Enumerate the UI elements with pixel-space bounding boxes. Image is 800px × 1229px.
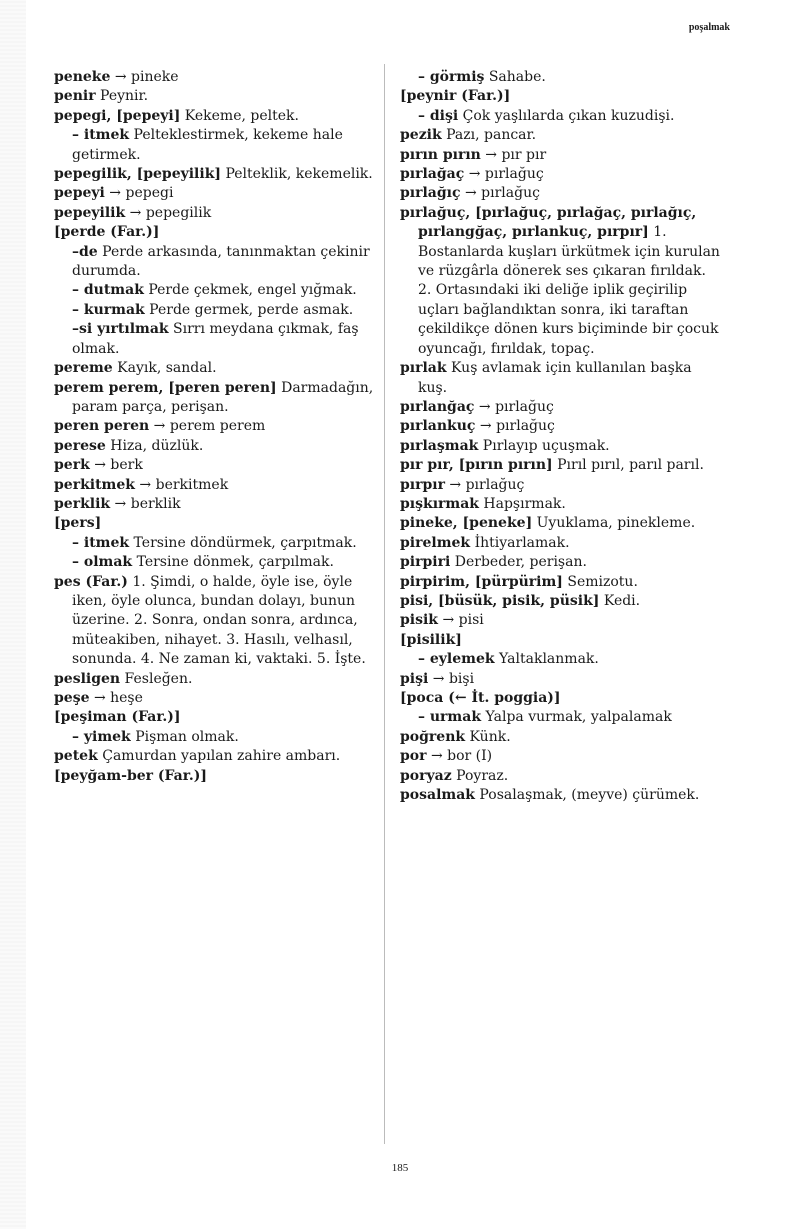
dictionary-entry bbox=[54, 417, 374, 436]
headword: pırlağuç, [pırlağuç, pırlağaç, pırlağıç, pırlangğaç, pırlankuç, pırpır] bbox=[400, 204, 697, 241]
dictionary-entry bbox=[400, 359, 720, 398]
headword: poğrenk bbox=[400, 728, 466, 745]
dictionary-entry bbox=[400, 631, 720, 650]
dictionary-entry bbox=[54, 87, 374, 106]
dictionary-entry bbox=[400, 786, 720, 805]
dictionary-entry bbox=[400, 184, 720, 203]
dictionary-entry bbox=[54, 437, 374, 456]
definition: 1. Şimdi, o halde, öyle ise, öyle iken, öyle olunca, bundan dolayı, bunun üzerine. 2. Sonra, ondan sonra, ardınca, müteakiben, nihayet. 3. Hasılı, velhasıl, sonunda. 4. Ne zaman ki, vaktaki. 5. İşte. bbox=[72, 573, 366, 668]
book-spine-shadow bbox=[0, 0, 26, 1229]
definition: İhtiyarlamak. bbox=[470, 534, 570, 551]
definition: Fesleğen. bbox=[120, 670, 193, 687]
definition: → perem perem bbox=[149, 418, 266, 435]
headword: – dutmak bbox=[72, 282, 144, 299]
definition: Perde çekmek, engel yığmak. bbox=[143, 282, 357, 299]
dictionary-entry bbox=[54, 281, 374, 300]
dictionary-entry bbox=[54, 534, 374, 553]
definition: Uyuklama, pinekleme. bbox=[532, 515, 696, 532]
definition: Kekeme, peltek. bbox=[180, 107, 299, 124]
definition: Çok yaşlılarda çıkan kuzudişi. bbox=[458, 107, 675, 124]
definition: Çamurdan yapılan zahire ambarı. bbox=[97, 748, 341, 765]
headword: por bbox=[400, 748, 427, 765]
dictionary-entry bbox=[400, 126, 720, 145]
definition: Darmadağın, param parça, perişan. bbox=[72, 379, 374, 415]
dictionary-entry bbox=[400, 456, 720, 475]
definition: Tersine dönmek, çarpılmak. bbox=[132, 554, 334, 571]
dictionary-entry bbox=[400, 204, 720, 359]
dictionary-entry bbox=[54, 747, 374, 766]
dictionary-entry bbox=[400, 495, 720, 514]
headword: [pisilik] bbox=[400, 631, 462, 648]
dictionary-entry bbox=[400, 592, 720, 611]
headword: poryaz bbox=[400, 767, 452, 784]
headword: [peynir (Far.)] bbox=[400, 88, 511, 105]
dictionary-entry bbox=[54, 708, 374, 727]
dictionary-entry bbox=[54, 573, 374, 670]
dictionary-entry bbox=[400, 650, 720, 669]
definition: Sahabe. bbox=[484, 69, 546, 85]
headword: pişi bbox=[400, 670, 429, 687]
headword: pineke, [peneke] bbox=[400, 515, 533, 532]
headword: perkitmek bbox=[54, 476, 135, 493]
definition: Hiza, düzlük. bbox=[105, 437, 204, 454]
definition: → pepegi bbox=[104, 185, 174, 202]
headword: pırpır bbox=[400, 476, 445, 493]
dictionary-entry bbox=[54, 689, 374, 708]
headword: petek bbox=[54, 748, 98, 765]
running-header: poşalmak bbox=[688, 22, 730, 33]
headword: –si yırtılmak bbox=[72, 321, 169, 338]
headword: pereme bbox=[54, 360, 113, 377]
headword: pırlak bbox=[400, 360, 447, 377]
headword: – yimek bbox=[72, 728, 131, 745]
dictionary-entry bbox=[54, 379, 374, 418]
headword: pepegilik, [pepeyilik] bbox=[54, 166, 222, 183]
headword: – urmak bbox=[418, 709, 482, 726]
definition: Sırrı meydana çıkmak, faş olmak. bbox=[72, 321, 359, 357]
definition: → pırlağuç bbox=[474, 398, 554, 415]
definition: → pırlağuç bbox=[464, 166, 544, 183]
headword: peren peren bbox=[54, 418, 150, 435]
headword: [peyğam-ber (Far.)] bbox=[54, 767, 207, 784]
definition: → pepegilik bbox=[125, 204, 212, 221]
definition: Yaltaklanmak. bbox=[494, 651, 599, 668]
dictionary-entry bbox=[400, 68, 720, 87]
dictionary-entry bbox=[54, 670, 374, 689]
dictionary-entry bbox=[54, 495, 374, 514]
headword: perem perem, [peren peren] bbox=[54, 379, 277, 396]
definition: Posalaşmak, (meyve) çürümek. bbox=[474, 787, 700, 804]
headword: pırlağıç bbox=[400, 185, 461, 202]
headword: pepeyi bbox=[54, 185, 105, 202]
definition: Pırlayıp uçuşmak. bbox=[478, 437, 610, 454]
dictionary-entry bbox=[400, 417, 720, 436]
definition: → berkitmek bbox=[134, 476, 229, 493]
headword: perklik bbox=[54, 495, 111, 512]
headword: pırlaşmak bbox=[400, 437, 479, 454]
headword: pisi, [büsük, pisik, püsik] bbox=[400, 592, 600, 609]
definition: → bişi bbox=[428, 670, 475, 687]
dictionary-entry bbox=[54, 184, 374, 203]
definition: Kayık, sandal. bbox=[112, 360, 217, 377]
headword: pesligen bbox=[54, 670, 121, 687]
definition: Pişman olmak. bbox=[130, 728, 239, 745]
dictionary-entry bbox=[400, 611, 720, 630]
dictionary-entry bbox=[54, 243, 374, 282]
dictionary-entry bbox=[400, 573, 720, 592]
definition: Kedi. bbox=[599, 592, 641, 609]
dictionary-entry bbox=[400, 476, 720, 495]
dictionary-entry bbox=[54, 728, 374, 747]
dictionary-entry bbox=[54, 204, 374, 223]
definition: → pisi bbox=[438, 612, 484, 629]
headword: penir bbox=[54, 88, 96, 105]
definition: Semizotu. bbox=[562, 573, 638, 590]
headword: [peşiman (Far.)] bbox=[54, 709, 181, 726]
headword: – eylemek bbox=[418, 651, 495, 668]
headword: – kurmak bbox=[72, 301, 145, 318]
definition: 1. Bostanlarda kuşları ürkütmek için kurulan ve rüzgârla dönerek ses çıkaran fırıldak. 2. Ortasındaki iki deliğe iplik geçirilip uçları bağlandıktan sonra, iki taraftan çekildikçe dönen kurs biçiminde bir çocuk oyuncağı, fırıldak, topaç. bbox=[418, 224, 720, 357]
page-number: 185 bbox=[391, 1162, 409, 1174]
definition: Poyraz. bbox=[451, 767, 509, 784]
headword: peneke bbox=[54, 69, 111, 85]
dictionary-entry bbox=[400, 747, 720, 766]
dictionary-entry bbox=[54, 514, 374, 533]
headword: peşe bbox=[54, 690, 90, 706]
dictionary-entry bbox=[400, 708, 720, 727]
definition: Pazı, pancar. bbox=[441, 127, 537, 144]
definition: Pelteklik, kekemelik. bbox=[221, 166, 373, 183]
dictionary-entry bbox=[400, 670, 720, 689]
dictionary-entry bbox=[400, 553, 720, 572]
headword: pepeyilik bbox=[54, 204, 126, 221]
dictionary-entry bbox=[400, 689, 720, 708]
headword: pisik bbox=[400, 612, 439, 629]
headword: pirelmek bbox=[400, 534, 471, 551]
headword: – görmiş bbox=[418, 69, 485, 85]
definition: Pelteklestirmek, kekeme hale getirmek. bbox=[72, 127, 343, 163]
dictionary-entry bbox=[54, 553, 374, 572]
headword: – itmek bbox=[72, 127, 130, 144]
headword: pezik bbox=[400, 127, 442, 144]
headword: pırın pırın bbox=[400, 146, 481, 163]
dictionary-entry bbox=[54, 359, 374, 378]
dictionary-entry bbox=[400, 107, 720, 126]
definition: → pır pır bbox=[480, 146, 547, 163]
definition: Künk. bbox=[465, 728, 511, 745]
headword: –de bbox=[72, 243, 98, 260]
definition: Kuş avlamak için kullanılan başka kuş. bbox=[418, 360, 692, 396]
definition: Perde arkasında, tanınmaktan çekinir durumda. bbox=[72, 243, 370, 280]
definition: → bor (I) bbox=[426, 748, 493, 765]
dictionary-entry bbox=[54, 301, 374, 320]
headword: [perde (Far.)] bbox=[54, 224, 160, 241]
headword: pışkırmak bbox=[400, 495, 479, 512]
dictionary-entry bbox=[400, 87, 720, 106]
definition: Perde germek, perde asmak. bbox=[144, 301, 354, 318]
dictionary-entry bbox=[400, 534, 720, 553]
definition: Yalpa vurmak, yalpalamak bbox=[481, 709, 672, 726]
dictionary-entry bbox=[54, 456, 374, 475]
dictionary-entry bbox=[54, 126, 374, 165]
headword: – olmak bbox=[72, 554, 133, 571]
headword: – dişi bbox=[418, 107, 459, 124]
definition: Peynir. bbox=[95, 88, 149, 105]
headword: – itmek bbox=[72, 534, 130, 551]
headword: pirpirim, [pürpürim] bbox=[400, 573, 563, 590]
dictionary-entry bbox=[400, 398, 720, 417]
headword: [poca (← İt. poggia)] bbox=[400, 690, 561, 706]
headword: posalmak bbox=[400, 787, 475, 804]
dictionary-entry bbox=[400, 165, 720, 184]
definition: → berk bbox=[89, 457, 143, 474]
dictionary-entry bbox=[400, 728, 720, 747]
definition: Derbeder, perişan. bbox=[450, 554, 587, 571]
dictionary-entry bbox=[54, 68, 374, 87]
headword: pes (Far.) bbox=[54, 573, 128, 590]
headword: pırlankuç bbox=[400, 418, 476, 435]
dictionary-entry bbox=[400, 767, 720, 786]
headword: perk bbox=[54, 457, 90, 474]
dictionary-entry bbox=[54, 223, 374, 242]
dictionary-entry bbox=[400, 514, 720, 533]
left-column bbox=[54, 68, 374, 786]
definition: → pırlağuç bbox=[475, 418, 555, 435]
definition: Tersine döndürmek, çarpıtmak. bbox=[129, 534, 357, 551]
definition: Pırıl pırıl, parıl parıl. bbox=[552, 457, 704, 474]
dictionary-entry bbox=[54, 107, 374, 126]
definition: → berklik bbox=[110, 495, 181, 512]
dictionary-entry bbox=[54, 767, 374, 786]
dictionary-entry bbox=[54, 165, 374, 184]
headword: [pers] bbox=[54, 515, 102, 532]
definition: → pırlağuç bbox=[460, 185, 540, 202]
headword: perese bbox=[54, 437, 106, 454]
headword: pirpiri bbox=[400, 554, 451, 571]
definition: → heşe bbox=[89, 690, 143, 706]
headword: pırlağaç bbox=[400, 166, 465, 183]
definition: → pineke bbox=[110, 69, 179, 85]
dictionary-entry bbox=[54, 476, 374, 495]
dictionary-entry bbox=[400, 146, 720, 165]
headword: pepegi, [pepeyi] bbox=[54, 107, 181, 124]
headword: pırlanğaç bbox=[400, 398, 475, 415]
definition: → pırlağuç bbox=[444, 476, 525, 493]
headword: pır pır, [pırın pırın] bbox=[400, 457, 553, 474]
dictionary-entry bbox=[400, 437, 720, 456]
dictionary-entry bbox=[54, 320, 374, 359]
right-column bbox=[400, 68, 720, 805]
column-divider bbox=[384, 64, 385, 1144]
definition: Hapşırmak. bbox=[478, 495, 566, 512]
